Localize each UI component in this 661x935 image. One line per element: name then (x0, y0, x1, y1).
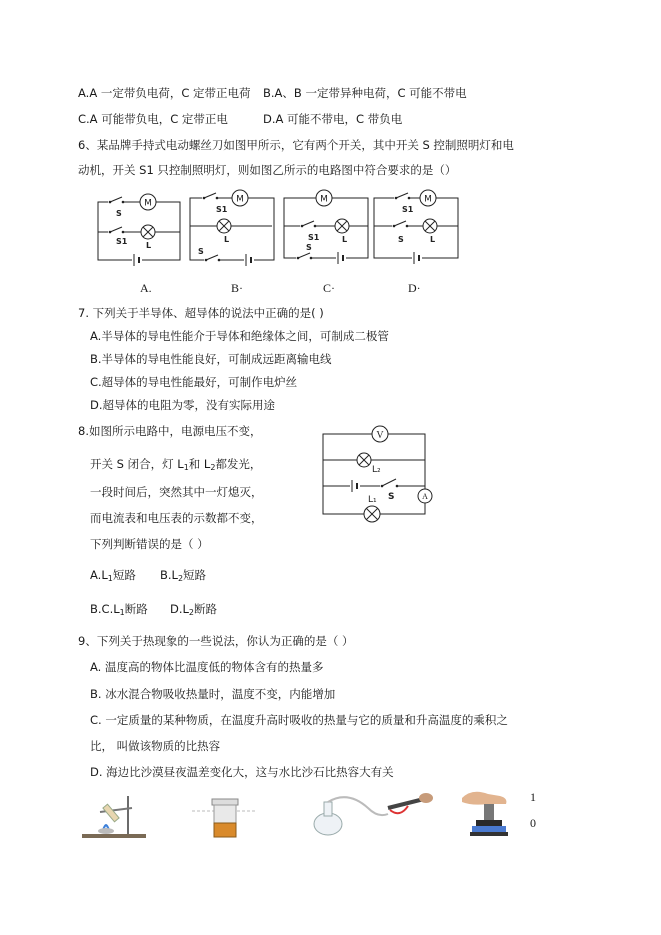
q8-circuit-diagram (320, 424, 436, 528)
experiment-stand-heating-image (80, 790, 150, 840)
lamp-label: L (342, 235, 348, 244)
motor-label: M (424, 194, 432, 205)
motor-label: M (320, 194, 328, 205)
q8-stem-line5: 下列判断错误的是（ ） (90, 537, 209, 551)
q8-stem-line3: 一段时间后，突然其中一灯熄灭， (90, 485, 263, 499)
q8-option-d: $D.L_2$断路 (170, 602, 218, 617)
q9-option-c-line2: 比， 叫做该物质的比热容 (90, 739, 221, 753)
switch-label: S (198, 247, 204, 256)
side-digit-1: 1 (530, 790, 536, 804)
q6-stem-line1: 6、某品牌手持式电动螺丝刀如图甲所示，它有两个开关，其中开关 S 控制照明灯和电 (78, 138, 514, 152)
ammeter-label: A (422, 492, 428, 501)
q6-circuit-d (372, 188, 464, 266)
switch-label: S1 (402, 205, 414, 214)
q5-option-d: D.A 可能不带电，C 带负电 (263, 112, 403, 126)
lamp-label: L (430, 235, 436, 244)
q6-circuit-b (188, 188, 280, 266)
q9-option-a: A. 温度高的物体比温度低的物体含有的热量多 (90, 660, 324, 674)
side-digit-0: 0 (530, 816, 536, 830)
voltmeter-label: V (376, 430, 384, 441)
experiment-jar-image (190, 795, 260, 840)
switch-label: S (388, 492, 395, 502)
q6-caption-b: B· (231, 281, 243, 295)
lamp-label: L (146, 241, 152, 250)
q9-option-b: B. 冰水混合物吸收热量时，温度不变，内能增加 (90, 687, 336, 701)
q6-stem-line2: 动机，开关 S1 只控制照明灯，则如图乙所示的电路图中符合要求的是（） (78, 163, 457, 177)
q6-caption-d: D· (408, 281, 421, 295)
q8-option-b: $B.L_2$短路 (160, 568, 207, 583)
q7-option-c: C.超导体的导电性能最好，可制作电炉丝 (90, 375, 298, 389)
q8-option-c: $B.C.L_1$断路 (90, 602, 148, 617)
experiment-flask-image (308, 788, 440, 838)
lamp-l2-label: L₂ (372, 465, 381, 475)
q8-option-a: $A.L_1$短路 (90, 568, 136, 583)
switch-label: S1 (116, 237, 128, 246)
lamp-label: L (224, 235, 230, 244)
q8-stem-line4: 而电流表和电压表的示数都不变， (90, 511, 263, 525)
q7-option-d: D.超导体的电阻为零，没有实际用途 (90, 398, 276, 412)
motor-label: M (144, 198, 152, 209)
q9-option-c-line1: C. 一定质量的某种物质，在温度升高时吸收的热量与它的质量和升高温度的乘积之 (90, 713, 508, 727)
q5-option-a: A.A 一定带负电荷，C 定带正电荷 (78, 86, 251, 100)
q9-option-d: D. 海边比沙漠昼夜温差变化大，这与水比沙石比热容大有关 (90, 765, 394, 779)
experiment-pump-image (458, 786, 520, 838)
switch-label: S (306, 243, 312, 252)
q6-caption-a: A. (140, 281, 152, 295)
q7-stem: 7. 下列关于半导体、超导体的说法中正确的是( ) (78, 306, 324, 320)
q5-option-c: C.A 可能带负电，C 定带正电 (78, 112, 228, 126)
q6-caption-c: C· (323, 281, 335, 295)
q5-option-b: B.A、B 一定带异种电荷，C 可能不带电 (263, 86, 467, 100)
q6-circuit-c (280, 188, 374, 266)
lamp-l1-label: L₁ (368, 495, 377, 505)
motor-label: M (236, 194, 244, 205)
q7-option-b: B.半导体的导电性能良好，可制成远距离输电线 (90, 352, 332, 366)
switch-label: S (398, 235, 404, 244)
switch-label: S1 (216, 205, 228, 214)
q6-circuit-a (96, 192, 186, 266)
q8-stem-line2: 开关 S 闭合，灯 $L_1$和 $L_2$都发光， (90, 457, 262, 472)
switch-label: S1 (308, 233, 320, 242)
q8-stem-line1: 8.如图所示电路中，电源电压不变， (78, 424, 262, 438)
q9-stem: 9、下列关于热现象的一些说法，你认为正确的是（ ） (78, 634, 354, 648)
q7-option-a: A.半导体的导电性能介于导体和绝缘体之间，可制成二极管 (90, 329, 389, 343)
switch-label: S (116, 209, 122, 218)
